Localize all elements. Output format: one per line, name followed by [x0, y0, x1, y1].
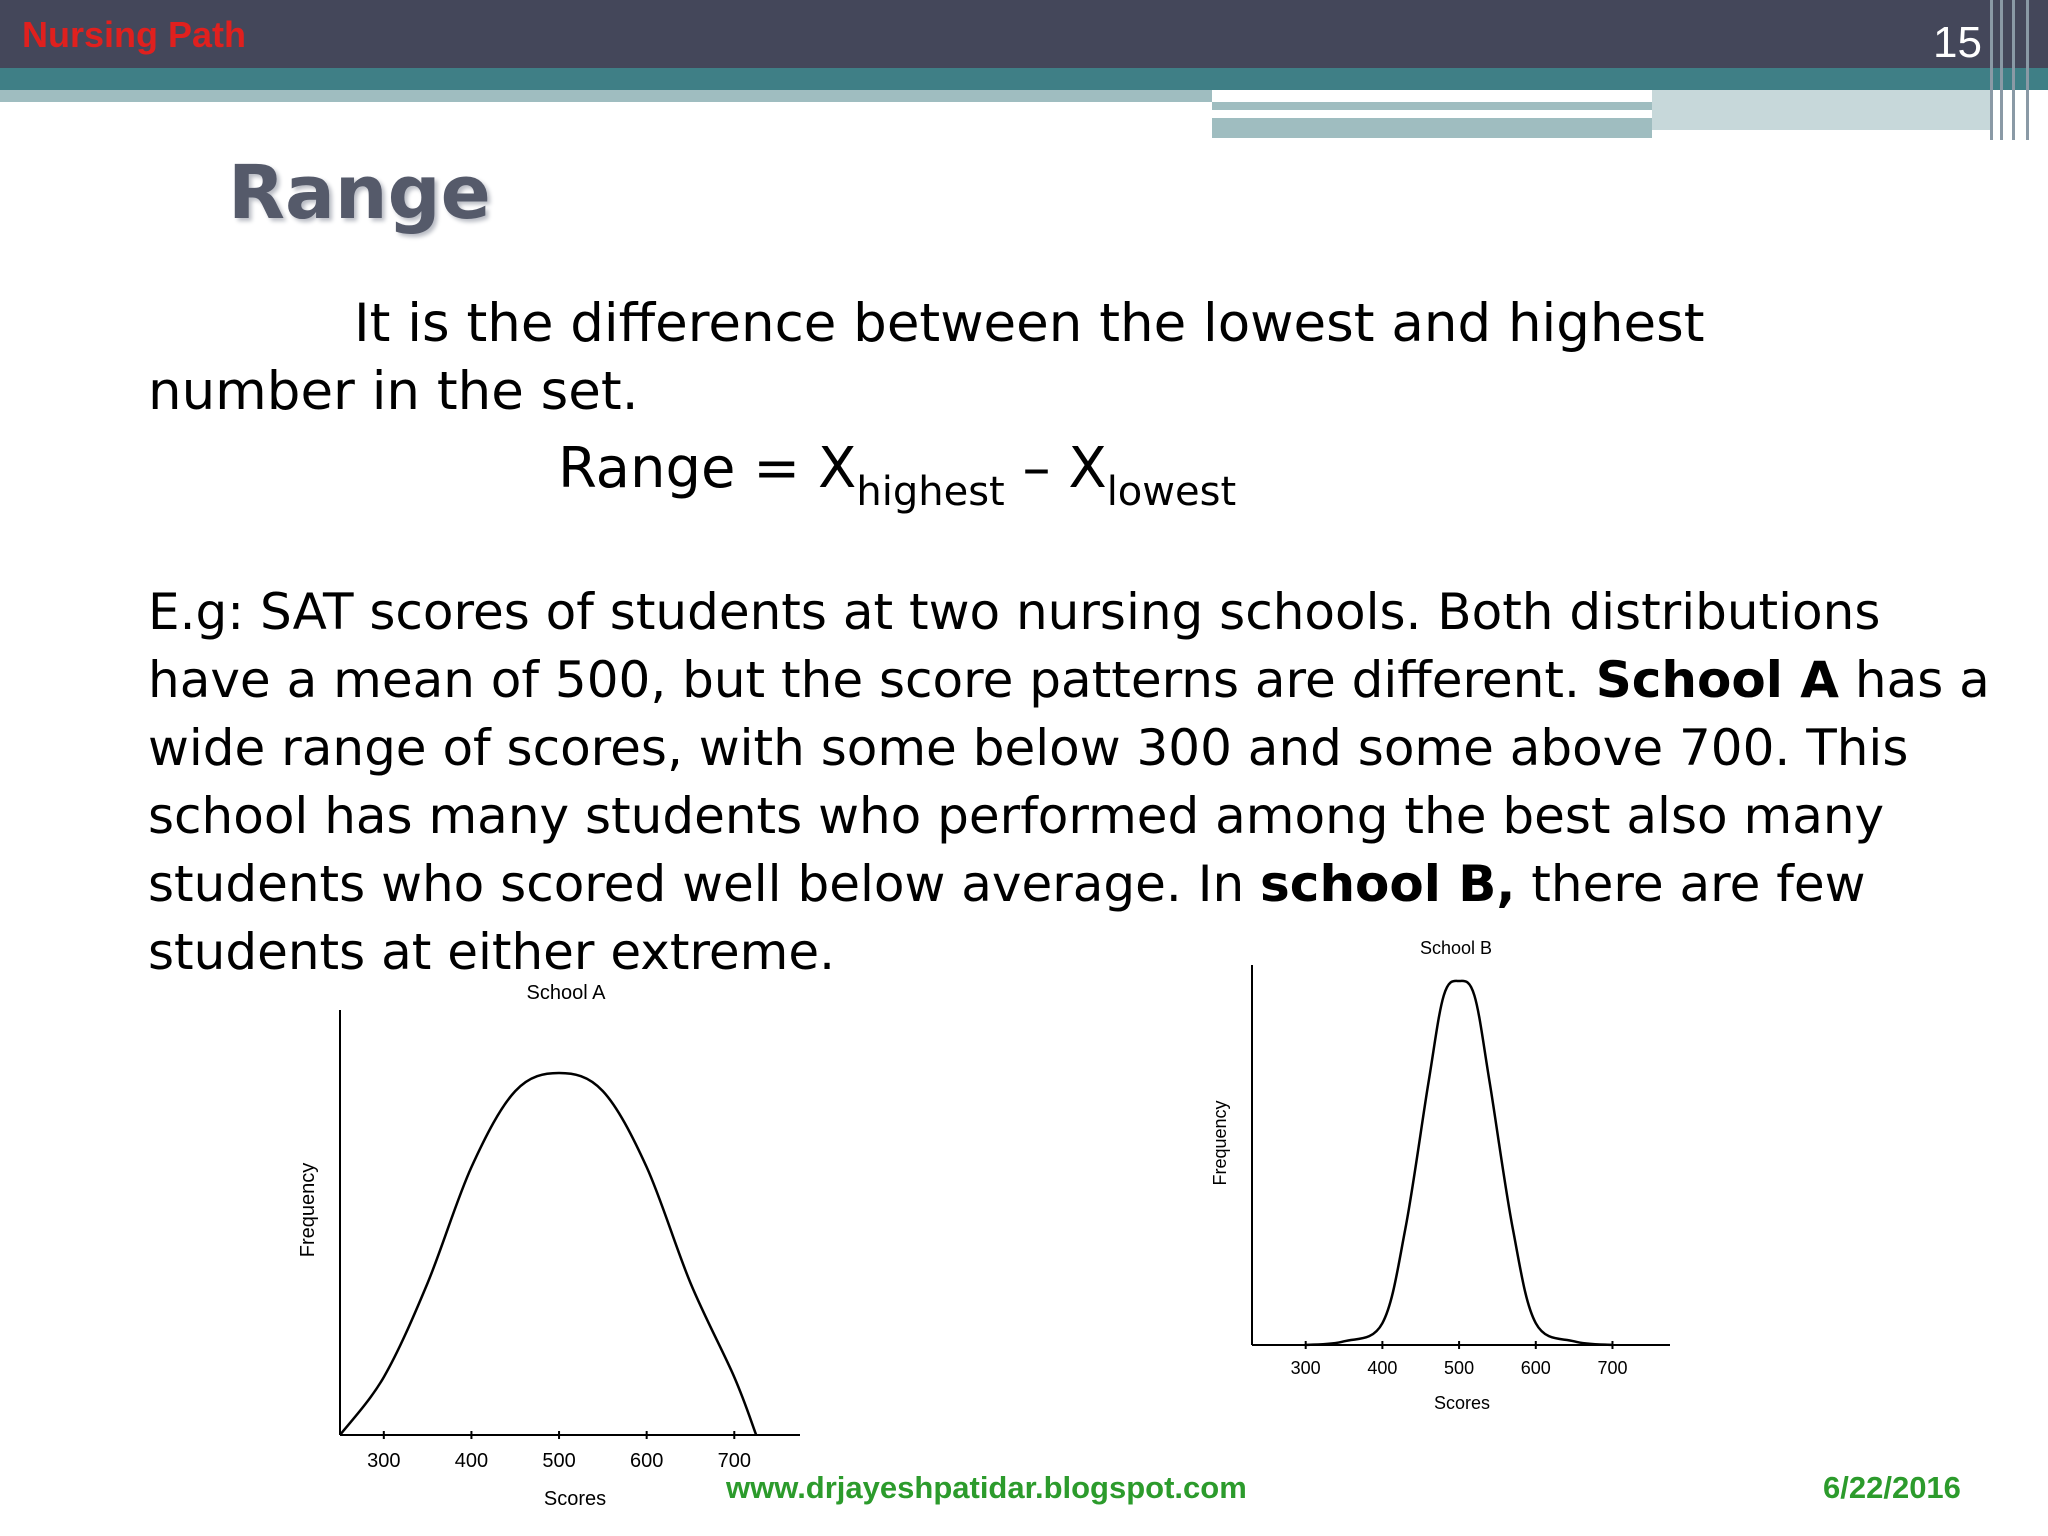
x-tick-label: 300 [1290, 1358, 1321, 1378]
x-axis-label: Scores [543, 1488, 607, 1510]
range-formula [558, 436, 1236, 515]
footer-date: 6/22/2016 [1823, 1470, 1961, 1505]
header-deco-line [2026, 0, 2029, 140]
school-a-chart [280, 975, 820, 1515]
header-bar [0, 0, 2048, 68]
school-b-emphasis: school B, [1260, 855, 1516, 913]
slide-title: Range [228, 150, 491, 236]
example-line [148, 850, 2028, 918]
example-text: there are few [1515, 855, 1866, 913]
slide-number: 15 [1933, 18, 1982, 67]
header-deco-strip-3 [1652, 90, 1992, 130]
example-text: students who scored well below average. In [148, 855, 1261, 913]
header-light-strip [0, 90, 1212, 102]
example-line: school has many students who performed among the best also many [148, 787, 1885, 845]
footer-url[interactable]: www.drjayeshpatidar.blogspot.com [726, 1470, 1247, 1505]
frequency-curve [340, 1073, 756, 1435]
example-line [148, 646, 2028, 714]
y-axis-label: Frequency [1210, 1100, 1230, 1186]
formula-sub-highest: highest [856, 469, 1005, 515]
definition-line: It is the difference between the lowest and highest [354, 293, 1705, 354]
formula-lhs: Range = X [558, 436, 857, 501]
chart-title: School B [1419, 938, 1493, 958]
example-text: have a mean of 500, but the score patterns are different. [148, 651, 1596, 709]
example-text: has a [1838, 651, 1990, 709]
brand-label: Nursing Path [22, 14, 247, 55]
example-line: students at either extreme. [148, 923, 836, 981]
frequency-curve [1306, 981, 1613, 1345]
formula-minus: – X [1004, 436, 1107, 501]
header-accent-bar [0, 68, 2048, 90]
school-b-chart [1192, 933, 1692, 1433]
x-tick-label: 400 [1367, 1358, 1398, 1378]
definition-line: number in the set. [148, 361, 639, 422]
chart-title: School A [526, 982, 606, 1004]
x-tick-label: 600 [1520, 1358, 1551, 1378]
x-tick-label: 500 [542, 1450, 576, 1472]
x-tick-label: 400 [454, 1450, 489, 1472]
header-deco-strip-2 [1212, 118, 1652, 138]
example-line: wide range of scores, with some below 300 and some above 700. This [148, 719, 1909, 777]
x-tick-label: 700 [717, 1450, 751, 1472]
header-deco-line [2012, 0, 2015, 140]
x-tick-label: 700 [1597, 1358, 1628, 1378]
example-line: E.g: SAT scores of students at two nursing schools. Both distributions [148, 583, 1881, 641]
header-deco-line [1990, 0, 1993, 140]
example-paragraph [148, 578, 2028, 986]
definition [148, 290, 2028, 426]
header-deco-line [2000, 0, 2003, 140]
x-tick-label: 600 [629, 1450, 664, 1472]
x-tick-label: 300 [367, 1450, 401, 1472]
school-a-emphasis: School A [1595, 651, 1839, 709]
x-tick-label: 500 [1444, 1358, 1475, 1378]
formula-sub-lowest: lowest [1106, 469, 1237, 515]
x-axis-label: Scores [1433, 1393, 1491, 1413]
y-axis-label: Frequency [297, 1162, 319, 1258]
